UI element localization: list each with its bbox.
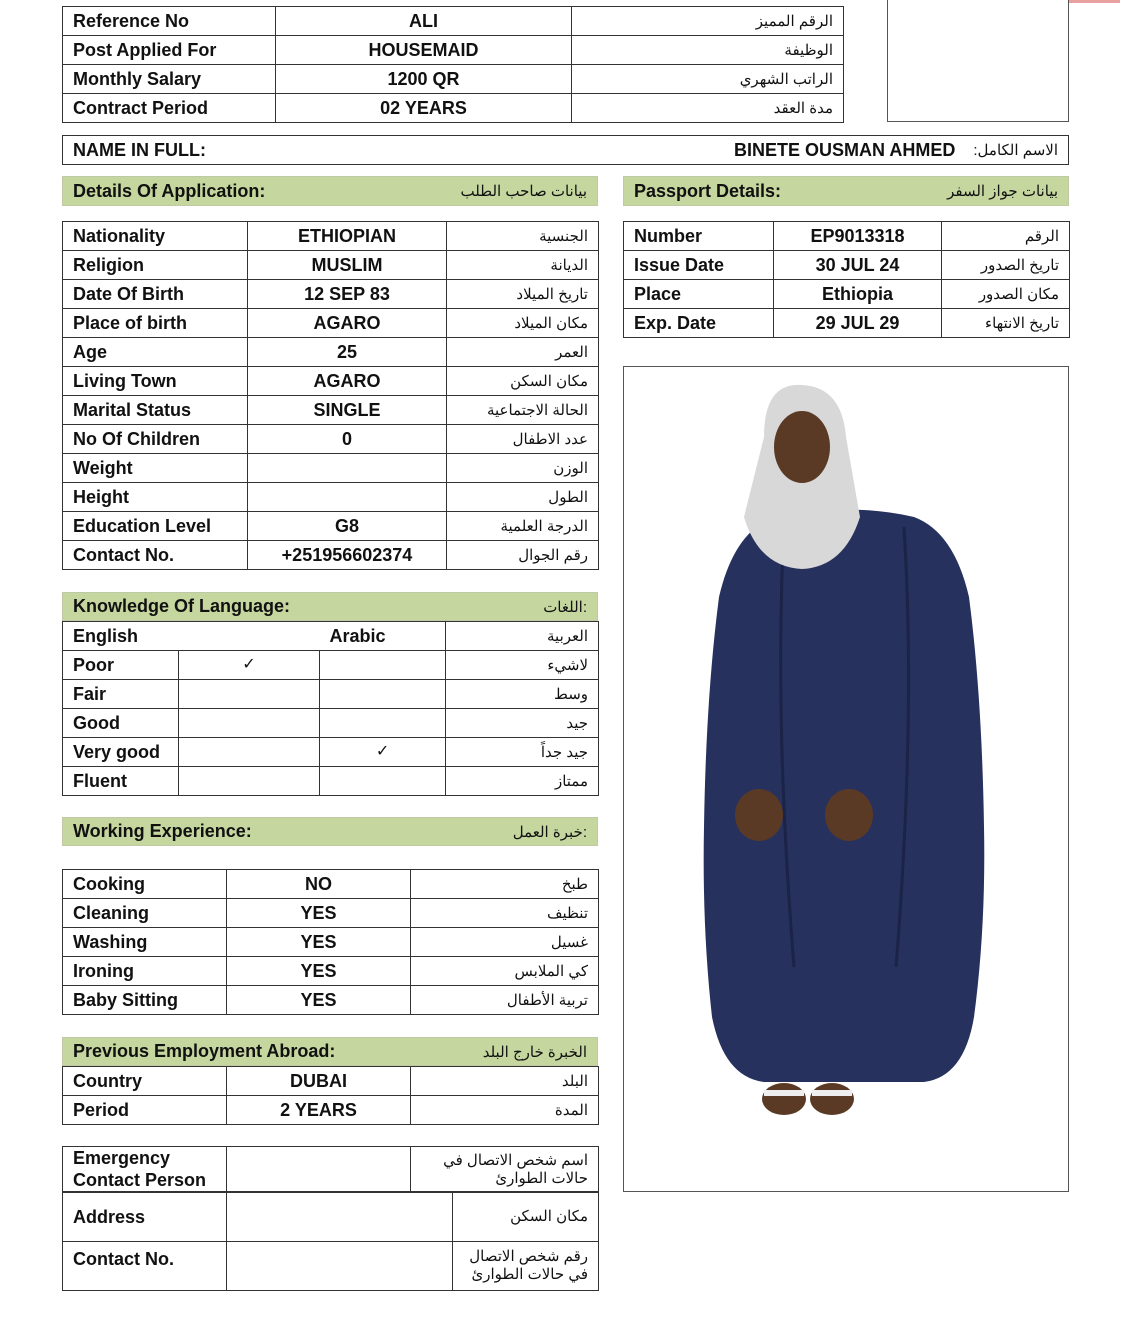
row-label-ar: جيد — [446, 709, 599, 738]
row-label-ar: كي الملابس — [411, 957, 599, 986]
previous-section-bar — [62, 1037, 598, 1066]
experience-title-ar: :خبرة العمل — [512, 823, 587, 841]
row-label-ar: رقم الجوال — [447, 541, 599, 570]
table-row — [63, 928, 599, 957]
row-label: Nationality — [63, 222, 248, 251]
arabic-check-icon — [320, 651, 446, 680]
row-value: 1200 QR — [276, 65, 572, 94]
language-english-header: English — [63, 622, 320, 651]
row-label-ar: مكان السكن — [447, 367, 599, 396]
table-row — [624, 309, 1070, 338]
name-label: NAME IN FULL: — [73, 139, 206, 160]
row-value — [227, 1147, 411, 1193]
row-label: Period — [63, 1096, 227, 1125]
row-value: G8 — [248, 512, 447, 541]
name-in-full-row — [62, 135, 1069, 165]
row-label-ar: المدة — [411, 1096, 599, 1125]
row-value: AGARO — [248, 367, 447, 396]
table-row — [63, 622, 599, 651]
english-check-icon — [179, 738, 320, 767]
table-row — [63, 7, 844, 36]
row-label-ar: غسيل — [411, 928, 599, 957]
row-label: Height — [63, 483, 248, 512]
row-label: Country — [63, 1067, 227, 1096]
row-label: Exp. Date — [624, 309, 774, 338]
table-row — [63, 396, 599, 425]
table-row — [63, 986, 599, 1015]
row-value: 12 SEP 83 — [248, 280, 447, 309]
table-row — [63, 738, 599, 767]
row-label-ar: الطول — [447, 483, 599, 512]
passport-section-bar — [623, 176, 1069, 206]
table-row — [63, 94, 844, 123]
table-row — [63, 957, 599, 986]
table-row — [63, 367, 599, 396]
row-label: Education Level — [63, 512, 248, 541]
row-label: Poor — [63, 651, 179, 680]
row-label-ar: الوزن — [447, 454, 599, 483]
row-value: 0 — [248, 425, 447, 454]
row-value — [227, 1242, 453, 1291]
row-label: Good — [63, 709, 179, 738]
row-label-ar: الوظيفة — [572, 36, 844, 65]
table-row — [63, 899, 599, 928]
row-label: Cleaning — [63, 899, 227, 928]
arabic-check-icon — [320, 709, 446, 738]
table-row — [63, 222, 599, 251]
row-value — [227, 1192, 453, 1242]
language-title-ar: :اللغات — [543, 598, 587, 616]
row-label: Age — [63, 338, 248, 367]
row-label: Issue Date — [624, 251, 774, 280]
row-label-ar: الدرجة العلمية — [447, 512, 599, 541]
row-label-ar: جيد جداً — [446, 738, 599, 767]
row-label: Address — [63, 1192, 227, 1242]
row-label: Weight — [63, 454, 248, 483]
row-value: Ethiopia — [774, 280, 942, 309]
row-value: NO — [227, 870, 411, 899]
table-row — [63, 541, 599, 570]
row-label-ar: لاشيء — [446, 651, 599, 680]
language-arabic-header: Arabic — [320, 622, 446, 651]
table-row — [63, 280, 599, 309]
row-label: Fair — [63, 680, 179, 709]
row-value: EP9013318 — [774, 222, 942, 251]
previous-table — [62, 1066, 599, 1125]
row-value: 29 JUL 29 — [774, 309, 942, 338]
table-row — [63, 309, 599, 338]
table-row — [624, 222, 1070, 251]
header-table — [62, 6, 844, 123]
english-check-icon — [179, 767, 320, 796]
row-value — [248, 454, 447, 483]
previous-title: Previous Employment Abroad: — [73, 1041, 336, 1061]
table-row — [624, 251, 1070, 280]
row-label-ar: اسم شخص الاتصال في حالات الطوارئ — [411, 1147, 599, 1193]
row-label-ar: البلد — [411, 1067, 599, 1096]
table-row — [63, 709, 599, 738]
table-row — [63, 1096, 599, 1125]
table-row — [63, 1067, 599, 1096]
row-label: Cooking — [63, 870, 227, 899]
row-label: Contract Period — [63, 94, 276, 123]
passport-table — [623, 221, 1070, 338]
row-label: Date Of Birth — [63, 280, 248, 309]
row-label: Fluent — [63, 767, 179, 796]
row-label-ar: ممتاز — [446, 767, 599, 796]
english-check-icon — [179, 709, 320, 738]
row-label-ar: طبخ — [411, 870, 599, 899]
table-row — [63, 36, 844, 65]
row-value: SINGLE — [248, 396, 447, 425]
language-section-bar — [62, 592, 598, 621]
table-row — [63, 1242, 599, 1291]
row-value: HOUSEMAID — [276, 36, 572, 65]
row-label-ar: رقم شخص الاتصال في حالات الطوارئ — [453, 1242, 599, 1291]
row-label: Number — [624, 222, 774, 251]
table-row — [624, 280, 1070, 309]
application-title-ar: بيانات صاحب الطلب — [460, 183, 587, 200]
applicant-figure-icon — [624, 367, 1068, 1191]
row-value: AGARO — [248, 309, 447, 338]
row-value: YES — [227, 986, 411, 1015]
row-label: Reference No — [63, 7, 276, 36]
row-label-ar: تنظيف — [411, 899, 599, 928]
application-title: Details Of Application: — [73, 180, 266, 201]
row-label-ar: الديانة — [447, 251, 599, 280]
row-label-ar: الراتب الشهري — [572, 65, 844, 94]
row-label-ar: الحالة الاجتماعية — [447, 396, 599, 425]
emergency-table-2 — [62, 1191, 599, 1291]
row-label-ar: مكان السكن — [453, 1192, 599, 1242]
applicant-photo — [623, 366, 1069, 1192]
row-value: YES — [227, 899, 411, 928]
row-value — [248, 483, 447, 512]
row-label: Emergency Contact Person — [63, 1147, 227, 1193]
name-value: BINETE OUSMAN AHMED — [734, 139, 956, 160]
arabic-check-icon — [320, 680, 446, 709]
table-row — [63, 338, 599, 367]
row-label: Contact No. — [63, 1242, 227, 1291]
emergency-table — [62, 1146, 599, 1193]
row-value: MUSLIM — [248, 251, 447, 280]
row-label-ar: تربية الأطفال — [411, 986, 599, 1015]
row-label-ar: الرقم المميز — [572, 7, 844, 36]
table-row — [63, 425, 599, 454]
previous-title-ar: الخبرة خارج البلد — [482, 1043, 587, 1061]
table-row — [63, 1192, 599, 1242]
row-label: No Of Children — [63, 425, 248, 454]
row-label-ar: وسط — [446, 680, 599, 709]
row-label: Place of birth — [63, 309, 248, 338]
table-row — [63, 870, 599, 899]
row-label-ar: العمر — [447, 338, 599, 367]
reference-photo-box — [887, 0, 1069, 122]
row-label-ar: مكان الميلاد — [447, 309, 599, 338]
row-value: ALI — [276, 7, 572, 36]
row-label-ar: تاريخ الانتهاء — [942, 309, 1070, 338]
row-label: Baby Sitting — [63, 986, 227, 1015]
row-label-ar: تاريخ الميلاد — [447, 280, 599, 309]
row-value: 25 — [248, 338, 447, 367]
table-row — [63, 512, 599, 541]
row-value: 02 YEARS — [276, 94, 572, 123]
language-title: Knowledge Of Language: — [73, 596, 291, 616]
row-label: Washing — [63, 928, 227, 957]
table-row — [63, 1147, 599, 1193]
row-value: YES — [227, 928, 411, 957]
row-label: Ironing — [63, 957, 227, 986]
application-table — [62, 221, 599, 570]
row-label-ar: الجنسية — [447, 222, 599, 251]
row-label-ar: عدد الاطفال — [447, 425, 599, 454]
arabic-check-icon — [320, 767, 446, 796]
row-label: Place — [624, 280, 774, 309]
name-label-ar: الاسم الكامل: — [973, 142, 1058, 159]
experience-table — [62, 869, 599, 1015]
table-row — [63, 483, 599, 512]
row-value: YES — [227, 957, 411, 986]
passport-title-ar: بيانات جواز السفر — [947, 183, 1058, 200]
table-row — [63, 65, 844, 94]
language-table — [62, 621, 599, 796]
experience-section-bar — [62, 817, 598, 846]
row-label: Post Applied For — [63, 36, 276, 65]
table-row — [63, 454, 599, 483]
row-label: Living Town — [63, 367, 248, 396]
row-value: 2 YEARS — [227, 1096, 411, 1125]
row-value: ETHIOPIAN — [248, 222, 447, 251]
experience-title: Working Experience: — [73, 821, 252, 841]
application-section-bar — [62, 176, 598, 206]
row-label-ar: مكان الصدور — [942, 280, 1070, 309]
row-label: Monthly Salary — [63, 65, 276, 94]
row-label-ar: تاريخ الصدور — [942, 251, 1070, 280]
row-label: Marital Status — [63, 396, 248, 425]
row-label: Religion — [63, 251, 248, 280]
table-row — [63, 767, 599, 796]
passport-title: Passport Details: — [634, 180, 782, 201]
english-check-icon: ✓ — [179, 651, 320, 680]
row-value: DUBAI — [227, 1067, 411, 1096]
row-label-ar: الرقم — [942, 222, 1070, 251]
row-value: 30 JUL 24 — [774, 251, 942, 280]
table-row — [63, 651, 599, 680]
english-check-icon — [179, 680, 320, 709]
language-arabic-header-ar: العربية — [446, 622, 599, 651]
arabic-check-icon: ✓ — [320, 738, 446, 767]
row-value: +251956602374 — [248, 541, 447, 570]
table-row — [63, 251, 599, 280]
row-label-ar: مدة العقد — [572, 94, 844, 123]
row-label: Very good — [63, 738, 179, 767]
table-row — [63, 680, 599, 709]
row-label: Contact No. — [63, 541, 248, 570]
